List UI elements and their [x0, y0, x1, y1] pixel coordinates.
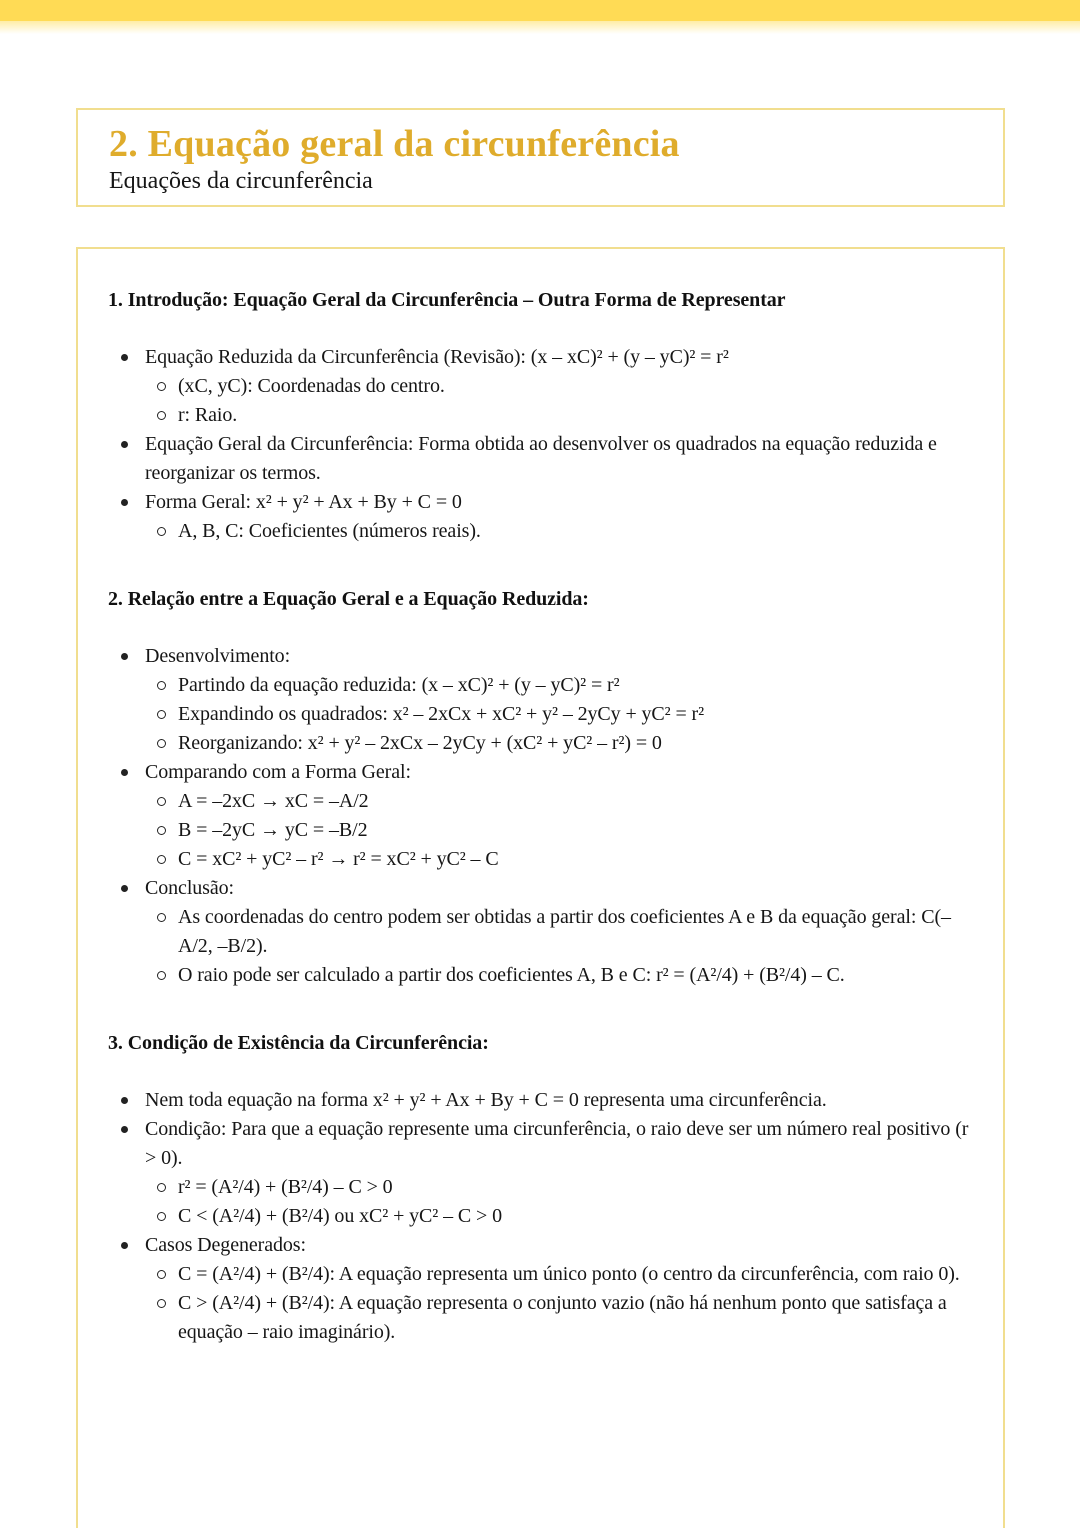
list-item-text: C > (A²/4) + (B²/4): A equação representa o conjunto vazio (não há nenhum ponto que satisfaça a equação – raio imaginário). [178, 1292, 947, 1343]
circle-bullet-icon [157, 855, 166, 864]
page-title: 2. Equação geral da circunferência [109, 123, 680, 165]
top-accent-bar-fade [0, 21, 1080, 34]
list-item [108, 787, 973, 816]
list-item [108, 700, 973, 729]
page-subtitle: Equações da circunferência [109, 168, 373, 194]
bullet-icon [121, 1126, 128, 1133]
list-item-text: O raio pode ser calculado a partir dos coeficientes A, B e C: r² = (A²/4) + (B²/4) – C. [178, 964, 845, 986]
list-item-text: Conclusão: [145, 877, 234, 899]
list-item [108, 903, 973, 961]
circle-bullet-icon [157, 1183, 166, 1192]
notes-list [108, 1086, 973, 1347]
list-item-text: C < (A²/4) + (B²/4) ou xC² + yC² – C > 0 [178, 1205, 502, 1227]
circle-bullet-icon [157, 971, 166, 980]
list-item-text: Casos Degenerados: [145, 1234, 306, 1256]
list-item [108, 1115, 973, 1173]
top-accent-bar [0, 0, 1080, 21]
circle-bullet-icon [157, 797, 166, 806]
section-heading: 2. Relação entre a Equação Geral e a Equação Reduzida: [108, 588, 589, 610]
list-item [108, 874, 973, 903]
circle-bullet-icon [157, 1270, 166, 1279]
bullet-icon [121, 885, 128, 892]
section-heading: 1. Introdução: Equação Geral da Circunferência – Outra Forma de Representar [108, 289, 786, 311]
list-item-text: Equação Geral da Circunferência: Forma obtida ao desenvolver os quadrados na equação reduzida e reorganizar os termos. [145, 433, 937, 484]
list-item [108, 1231, 973, 1260]
circle-bullet-icon [157, 681, 166, 690]
list-item-text: A = –2xC → xC = –A/2 [178, 790, 369, 812]
bullet-icon [121, 769, 128, 776]
bullet-icon [121, 1242, 128, 1249]
list-item [108, 816, 973, 845]
list-item-text: Forma Geral: x² + y² + Ax + By + C = 0 [145, 491, 462, 513]
circle-bullet-icon [157, 382, 166, 391]
list-item-text: Comparando com a Forma Geral: [145, 761, 411, 783]
list-item-text: r: Raio. [178, 404, 238, 426]
list-item-text: B = –2yC → yC = –B/2 [178, 819, 368, 841]
title-card [76, 108, 1005, 207]
list-item [108, 1260, 973, 1289]
list-item [108, 343, 973, 372]
list-item [108, 1173, 973, 1202]
circle-bullet-icon [157, 1299, 166, 1308]
circle-bullet-icon [157, 411, 166, 420]
circle-bullet-icon [157, 739, 166, 748]
list-item-text: Nem toda equação na forma x² + y² + Ax + By + C = 0 representa uma circunferência. [145, 1089, 827, 1111]
list-item [108, 961, 973, 990]
list-item-text: Partindo da equação reduzida: (x – xC)² + (y – yC)² = r² [178, 674, 620, 696]
list-item [108, 729, 973, 758]
bullet-icon [121, 499, 128, 506]
list-item-text: C = (A²/4) + (B²/4): A equação representa um único ponto (o centro da circunferência, com raio 0). [178, 1263, 960, 1285]
list-item [108, 517, 973, 546]
list-item [108, 1202, 973, 1231]
list-item [108, 430, 973, 488]
list-item [108, 488, 973, 517]
circle-bullet-icon [157, 913, 166, 922]
notes-list [108, 642, 973, 990]
list-item [108, 758, 973, 787]
list-item [108, 1086, 973, 1115]
circle-bullet-icon [157, 1212, 166, 1221]
list-item [108, 401, 973, 430]
list-item [108, 845, 973, 874]
notes-list [108, 343, 973, 546]
section-heading: 3. Condição de Existência da Circunferência: [108, 1032, 489, 1054]
list-item-text: Expandindo os quadrados: x² – 2xCx + xC² + y² – 2yCy + yC² = r² [178, 703, 705, 725]
bullet-icon [121, 441, 128, 448]
list-item-text: Desenvolvimento: [145, 645, 291, 667]
circle-bullet-icon [157, 710, 166, 719]
list-item [108, 671, 973, 700]
list-item-text: C = xC² + yC² – r² → r² = xC² + yC² – C [178, 848, 499, 870]
circle-bullet-icon [157, 527, 166, 536]
list-item-text: Reorganizando: x² + y² – 2xCx – 2yCy + (xC² + yC² – r²) = 0 [178, 732, 662, 754]
list-item [108, 1289, 973, 1347]
list-item-text: A, B, C: Coeficientes (números reais). [178, 520, 481, 542]
list-item [108, 642, 973, 671]
list-item-text: As coordenadas do centro podem ser obtidas a partir dos coeficientes A e B da equação geral: C(–A/2, –B/2). [178, 906, 951, 957]
bullet-icon [121, 1097, 128, 1104]
list-item-text: Condição: Para que a equação represente uma circunferência, o raio deve ser um número real positivo (r > 0). [145, 1118, 969, 1169]
bullet-icon [121, 653, 128, 660]
list-item-text: (xC, yC): Coordenadas do centro. [178, 375, 445, 397]
bullet-icon [121, 354, 128, 361]
list-item-text: r² = (A²/4) + (B²/4) – C > 0 [178, 1176, 393, 1198]
list-item [108, 372, 973, 401]
circle-bullet-icon [157, 826, 166, 835]
content-card [76, 247, 1005, 1528]
list-item-text: Equação Reduzida da Circunferência (Revisão): (x – xC)² + (y – yC)² = r² [145, 346, 729, 368]
